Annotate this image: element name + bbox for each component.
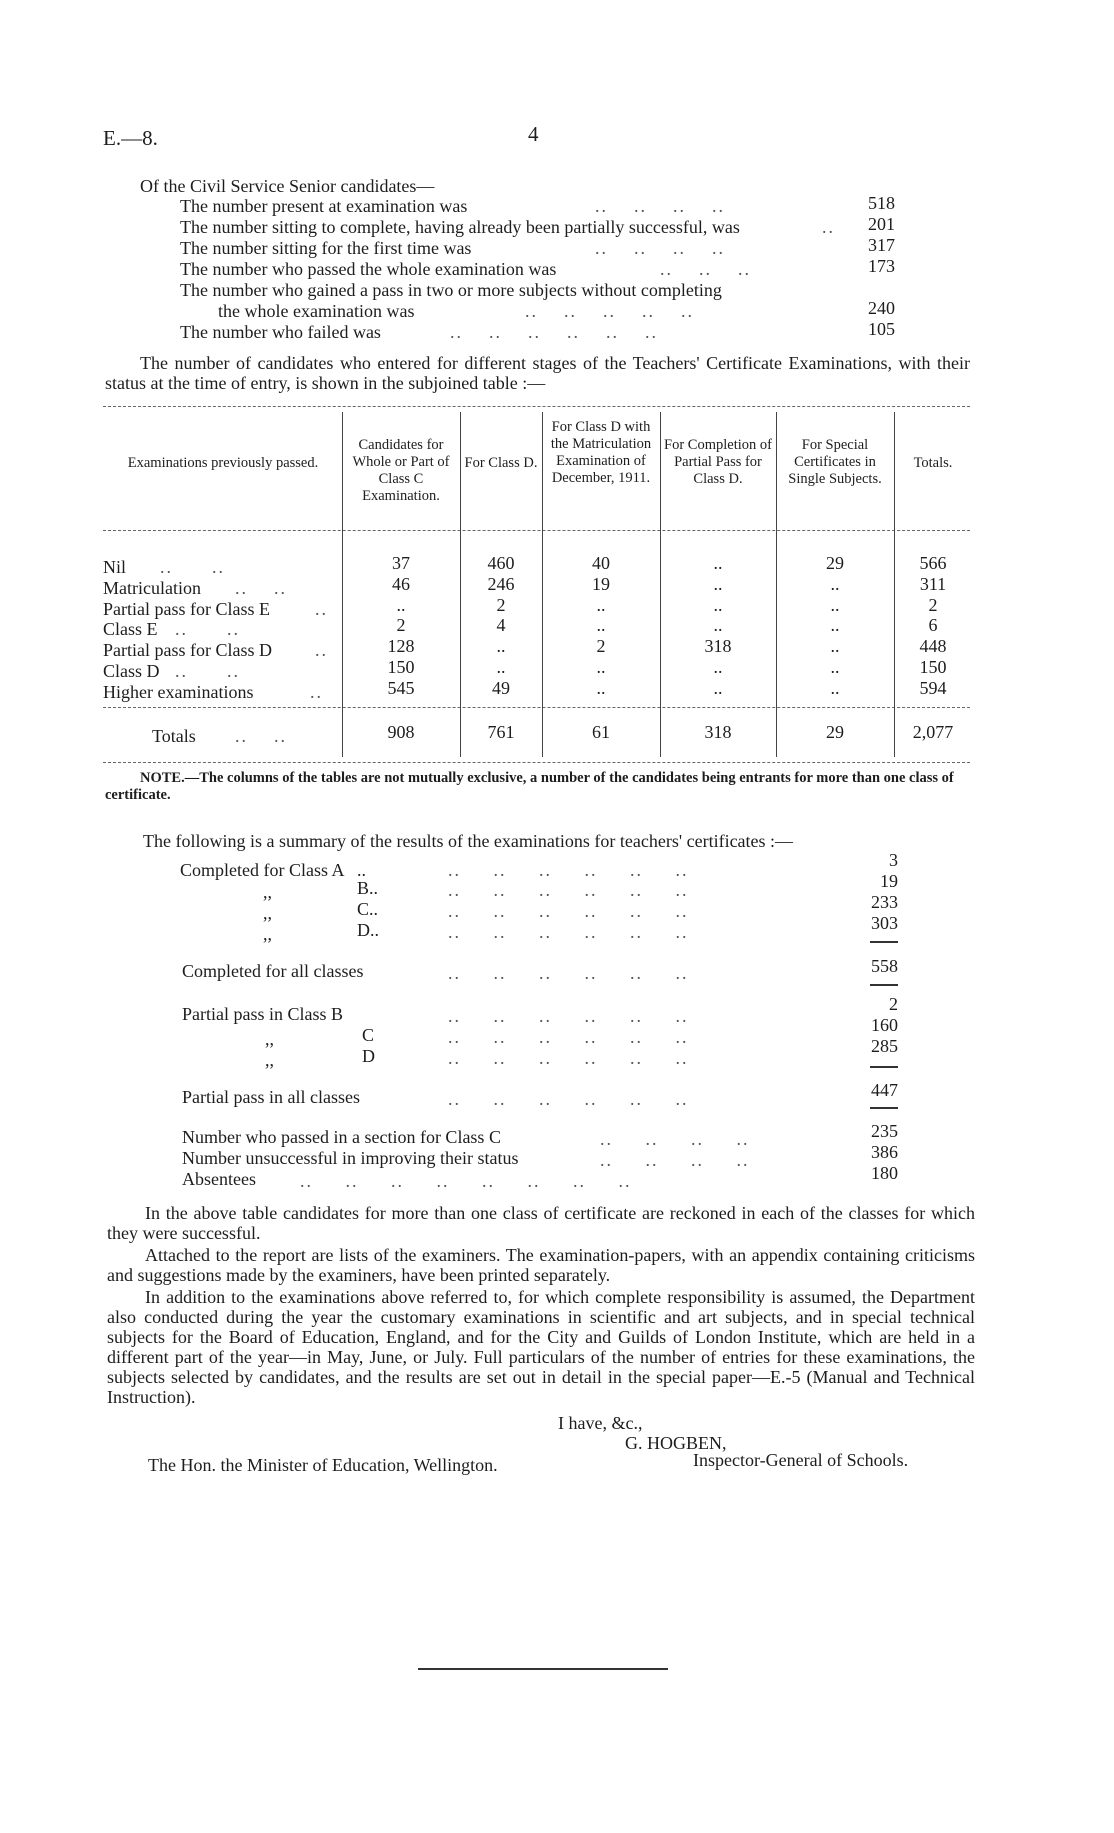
table-row-label: Class E <box>103 619 158 640</box>
table-cell: .. <box>830 636 840 657</box>
table-cell: 448 <box>919 636 947 657</box>
closing-salutation: I have, &c., <box>558 1413 643 1433</box>
completed-all-label: Completed for all classes <box>182 961 364 981</box>
cs-row-3-value: 317 <box>868 235 895 255</box>
ditto-mark: ,, <box>263 903 272 923</box>
unsuccessful-label: Number unsuccessful in improving their status <box>182 1148 519 1168</box>
completed-class-d-value: 303 <box>871 913 898 933</box>
table-cell: .. <box>396 594 406 615</box>
table-row-label: Partial pass for Class D <box>103 640 272 661</box>
teachers-intro: The number of candidates who entered for different stages of the Teachers' Certificate Examinations, with their status at the time of entry, is shown in the subjoined table :— <box>105 353 970 393</box>
table-row-label: Nil <box>103 557 127 577</box>
partial-all-value: 447 <box>871 1080 898 1100</box>
partial-class-d-label: D <box>362 1046 375 1066</box>
table-cell: .. <box>830 573 840 594</box>
table-cell: 37 <box>392 553 410 573</box>
table-cell: .. <box>596 615 606 636</box>
table-cell: 150 <box>387 657 415 677</box>
table-cell: .. <box>596 594 606 615</box>
unsuccessful-value: 386 <box>871 1142 898 1162</box>
cs-row-3-label: The number sitting for the first time was <box>180 238 472 258</box>
table-row-leader: .. .. <box>175 661 240 681</box>
table-total-grand: 2,077 <box>912 722 954 742</box>
absentees-value: 180 <box>871 1163 898 1183</box>
page-number: 4 <box>528 122 539 146</box>
partial-class-b-label: Partial pass in Class B <box>182 1004 343 1024</box>
completed-class-b-label: B.. <box>357 878 379 898</box>
addressee: The Hon. the Minister of Education, Wellington. <box>148 1455 498 1475</box>
partial-all-label: Partial pass in all classes <box>182 1087 360 1107</box>
paragraph-examiners: Attached to the report are lists of the examiners. The examination-papers, with an appendix containing criticisms and suggestions made by the examiners, have been printed separately. <box>107 1245 975 1285</box>
table-cell: 460 <box>487 553 515 573</box>
ditto-mark: ,, <box>263 924 272 944</box>
cs-row-1-label: The number present at examination was <box>180 196 468 216</box>
section-class-c-label: Number who passed in a section for Class C <box>182 1127 501 1147</box>
table-cell: .. <box>713 573 723 594</box>
table-row-leader: .. .. <box>175 619 240 640</box>
table-cell: .. <box>713 657 723 677</box>
completed-class-a-value: 3 <box>889 850 898 870</box>
table-cell: .. <box>596 657 606 677</box>
table-cell: 594 <box>919 677 947 698</box>
completed-all-value: 558 <box>871 956 898 976</box>
table-row-label: Matriculation <box>103 577 201 598</box>
table-cell: 2 <box>496 594 506 615</box>
table-total-completion: 318 <box>704 722 732 742</box>
table-row-label: Partial pass for Class E <box>103 598 270 619</box>
table-header-completion: For Completion of Partial Pass for Class D. <box>664 437 772 487</box>
document-page: E.—8. 4 Of the Civil Service Senior candidates— The number present at examination was .. .. .. .. 518 The number sitting to complete, having already been partially successful, was .. 201 The number sitting for the first time was .. .. .. .. 317 The number who passed the whole examination was .. .. .. 173 The number who gained a pass in two or more subjects without completing the whole examination was .. .. .. .. .. 240 The number who failed was .. .. .. .. .. .. 105 The number of candidates who entered for different stages of the Teachers' Certificate Examinations, with their status at the time of entry, is shown in the subjoined table :— Examinations previously passed. Candidates for Whole or Part of Class C Examination. For Class D. For Class D with the Matriculation Examination of December, 1911. For Completion of Partial Pass for Class D. For Special Certificates in Single Subjects. Totals. Nil .. .. 37 460 40 .. 29 566 Matriculation .. .. 46 246 19 .. .. 311 Partial pass for Class E .. .. 2 .. .. .. 2 Class E .. .. 2 4 .. .. .. 6 Partial pass for Class D .. 128 .. 2 318 .. 448 Class D .. .. 150 .. .. .. .. 150 Higher examinations .. 545 49 .. .. .. 594 Totals .. .. 908 761 61 318 29 2,077 NOTE.—The columns of the tables are not mutually exclusive, a number of the candidates being entrants for more than one class of certificate. The following is a summary of the results of the examinations for teachers' certificates :— Completed for Class A .. ,, B.. ,, C.. ,, D.. .. .. .. .. .. .. .. .. .. .. .. .. .. .. .. .. .. .. .. .. .. .. .. .. 3 19 233 303 Completed for all classes .. .. .. .. .. .. 558 Partial pass in Class B ,, C ,, D .. .. .. .. .. .. .. .. .. .. .. .. .. .. .. .. .. .. 2 160 285 Partial pass in all classes .. .. .. .. .. .. 447 Number who passed in a section for Class C Number unsuccessful in improving their status Absentees .. .. .. .. .. .. .. .. .. .. .. .. .. .. .. .. 235 386 180 In the above table candidates for more than one class of certificate are reckoned in each of the classes for which they were successful. Attached to the report are lists of the examiners. The examination-papers, with an appendix containing criticisms and suggestions made by the examiners, have been printed separately. In addition to the examinations above referred to, for which complete responsibility is assumed, the Department also conducted during the year the customary examinations in scientific and art subjects, and in special technical subjects for the Board of Education, England, and for the City and Guilds of London Institute, which are held in a different part of the year—in May, June, or July. Full particulars of the number of entries for these examinations, the subjects selected by candidates, and the results are set out in detail in the special paper—E.-5 (Manual and Technical Instruction). I have, &c., G. HOGBEN, The Hon. the Minister of Education, Wellington. Inspector-General of Schools. <box>0 0 1114 1833</box>
table-total-special: 29 <box>826 722 844 742</box>
cs-row-6-value: 240 <box>868 298 895 318</box>
cs-row-7-label: The number who failed was <box>180 322 381 342</box>
partial-class-c-value: 160 <box>871 1015 898 1035</box>
partial-class-b-value: 2 <box>889 994 898 1014</box>
paragraph-reckoned: In the above table candidates for more than one class of certificate are reckoned in each of the classes for which they were successful. <box>107 1203 975 1243</box>
table-row-leader: .. <box>315 640 328 661</box>
signatory-name: G. HOGBEN, <box>625 1433 727 1453</box>
table-cell: .. <box>830 615 840 636</box>
document-reference: E.—8. <box>103 126 158 150</box>
paragraph-additional-exams: In addition to the examinations above referred to, for which complete responsibility is assumed, the Department also conducted during the year the customary examinations in scientific and art subjects, and in special technical subjects for the Board of Education, England, and for the City and Guilds of London Institute, which are held in a different part of the year—in May, June, or July. Full particulars of the number of entries for these examinations, the subjects selected by candidates, and the results are set out in detail in the special paper—E.-5 (Manual and Technical Instruction). <box>107 1287 975 1407</box>
table-total-class-c: 908 <box>387 722 415 742</box>
table-cell: 40 <box>592 553 610 573</box>
footer-rule <box>418 1668 668 1670</box>
partial-class-d-value: 285 <box>871 1036 898 1056</box>
table-row-label: Higher examinations <box>103 681 254 702</box>
section-class-c-value: 235 <box>871 1121 898 1141</box>
completed-class-d-label: D.. <box>357 920 379 940</box>
table-row-leader: .. <box>315 598 328 619</box>
table-header-special: For Special Certificates in Single Subjects. <box>788 437 882 487</box>
civil-service-intro: Of the Civil Service Senior candidates— <box>140 176 435 196</box>
table-cell: 49 <box>492 677 510 698</box>
table-cell: 2 <box>596 636 606 657</box>
table-cell: .. <box>713 553 723 573</box>
completed-class-c-label: C.. <box>357 899 379 919</box>
table-cell: 128 <box>387 636 415 657</box>
table-header-totals: Totals. <box>913 455 953 471</box>
table-total-class-d: 761 <box>487 722 515 742</box>
cs-row-4-value: 173 <box>868 256 895 276</box>
absentees-label: Absentees <box>182 1169 256 1189</box>
cs-row-2-value: 201 <box>868 214 895 234</box>
table-total-class-d-matric: 61 <box>592 722 610 742</box>
table-note: NOTE.—The columns of the tables are not mutually exclusive, a number of the candidates being entrants for more than one class of certificate. <box>105 770 954 803</box>
completed-class-b-value: 19 <box>880 871 898 891</box>
table-cell: 150 <box>919 657 947 677</box>
cs-row-7-value: 105 <box>868 319 895 339</box>
table-row-leader: .. .. <box>235 577 287 598</box>
table-cell: .. <box>713 594 723 615</box>
ditto-mark: ,, <box>263 882 272 902</box>
table-cell: .. <box>496 657 506 677</box>
table-cell: 19 <box>592 573 610 594</box>
table-cell: 2 <box>928 594 938 615</box>
table-cell: 46 <box>392 573 410 594</box>
completed-class-a-label: Completed for Class A <box>180 860 345 880</box>
table-cell: .. <box>830 657 840 677</box>
table-cell: .. <box>713 677 723 698</box>
ditto-mark: ,, <box>265 1050 274 1070</box>
table-cell: .. <box>596 677 606 698</box>
cs-row-1-value: 518 <box>868 193 895 213</box>
table-row-label: Class D <box>103 661 160 681</box>
table-row-leader: .. <box>310 681 323 702</box>
summary-intro: The following is a summary of the results of the examinations for teachers' certificates :— <box>143 831 794 851</box>
table-cell: .. <box>496 636 506 657</box>
signatory-title: Inspector-General of Schools. <box>693 1450 909 1470</box>
table-cell: 566 <box>919 553 947 573</box>
table-cell: 6 <box>928 615 938 636</box>
cs-row-2-label: The number sitting to complete, having already been partially successful, was <box>180 217 740 237</box>
cs-row-6-label: the whole examination was <box>218 301 415 321</box>
table-cell: 545 <box>387 677 415 698</box>
table-header-exams: Examinations previously passed. <box>127 455 319 471</box>
table-cell: 4 <box>496 615 506 636</box>
table-header-class-d-matric: For Class D with the Matriculation Examination of December, 1911. <box>550 419 652 486</box>
partial-class-c-label: C <box>362 1025 375 1045</box>
cs-row-4-label: The number who passed the whole examination was <box>180 259 557 279</box>
table-header-class-c: Candidates for Whole or Part of Class C Examination. <box>352 437 450 504</box>
ditto-mark: ,, <box>265 1029 274 1049</box>
table-cell: .. <box>713 615 723 636</box>
table-totals-label: Totals <box>152 726 196 746</box>
completed-class-c-value: 233 <box>871 892 898 912</box>
table-cell: .. <box>830 594 840 615</box>
table-cell: 246 <box>487 573 515 594</box>
table-cell: .. <box>830 677 840 698</box>
table-cell: 2 <box>396 615 406 636</box>
table-cell: 311 <box>919 573 947 594</box>
table-row-leader: .. .. <box>160 557 225 577</box>
table-cell: 318 <box>704 636 732 657</box>
cs-row-5-label: The number who gained a pass in two or more subjects without completing <box>180 280 722 300</box>
table-cell: 29 <box>826 553 844 573</box>
table-header-class-d: For Class D. <box>464 455 538 471</box>
